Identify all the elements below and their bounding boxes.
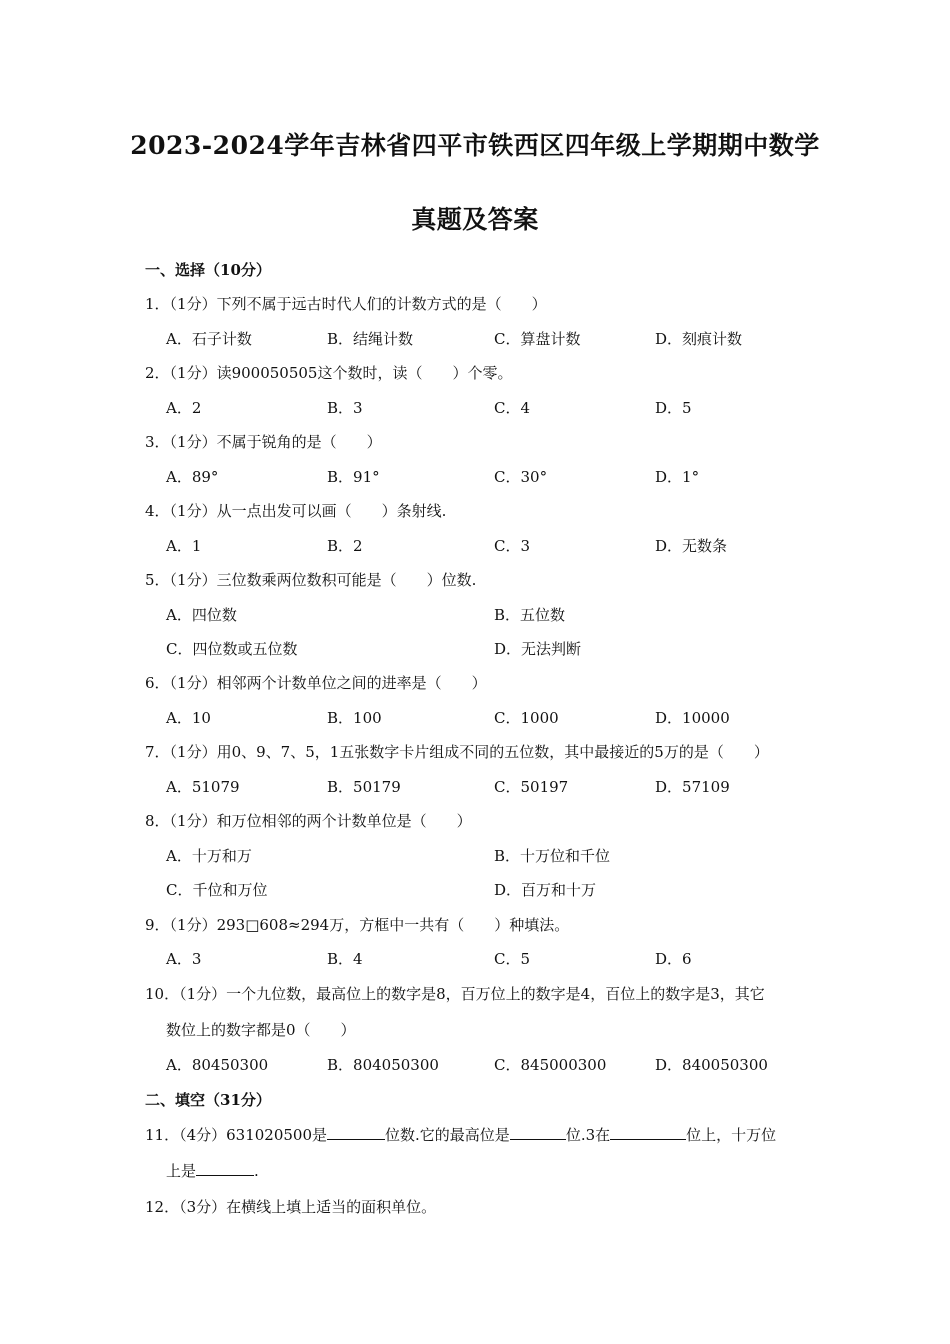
q11-text-4: 位上，十万位	[686, 1126, 777, 1144]
answer-blank[interactable]	[196, 1160, 254, 1176]
question-11	[145, 1124, 776, 1145]
q11-text-2: 位数.它的最高位是	[385, 1126, 510, 1144]
q7-option-c: C．50197	[494, 778, 569, 796]
section-heading-fill: 二、填空（31分）	[145, 1091, 271, 1109]
q8-option-a: A．十万和万	[166, 847, 252, 865]
q9-option-b: B．4	[327, 950, 363, 968]
q1-option-b: B．结绳计数	[327, 330, 414, 348]
q9-option-a: A．3	[166, 950, 202, 968]
question-11-continued	[166, 1160, 259, 1181]
question-8: 8．（1分）和万位相邻的两个计数单位是（ ）	[145, 812, 472, 830]
q10-option-c: C．845000300	[494, 1056, 607, 1074]
q3-option-a: A．89°	[166, 468, 219, 486]
q8-option-b: B．十万位和千位	[494, 847, 611, 865]
q6-option-d: D．10000	[655, 709, 730, 727]
answer-blank[interactable]	[327, 1124, 385, 1140]
q1-option-d: D．刻痕计数	[655, 330, 743, 348]
q5-option-a: A．四位数	[166, 606, 237, 624]
q6-option-c: C．1000	[494, 709, 559, 727]
question-3: 3．（1分）不属于锐角的是（ ）	[145, 433, 382, 451]
q10-option-b: B．804050300	[327, 1056, 439, 1074]
q2-option-b: B．3	[327, 399, 363, 417]
q9-option-d: D．6	[655, 950, 692, 968]
question-2: 2．（1分）读900050505这个数时，读（ ）个零。	[145, 364, 513, 382]
answer-blank[interactable]	[610, 1124, 686, 1140]
q4-option-d: D．无数条	[655, 537, 728, 555]
q4-option-c: C．3	[494, 537, 531, 555]
q3-option-b: B．91°	[327, 468, 380, 486]
q11-text-3: 位.3在	[565, 1126, 611, 1144]
q2-option-a: A．2	[166, 399, 202, 417]
q11-text-5: 上是	[166, 1162, 197, 1180]
q9-option-c: C．5	[494, 950, 531, 968]
q7-option-a: A．51079	[166, 778, 240, 796]
page-subtitle: 真题及答案	[411, 205, 539, 234]
question-9: 9．（1分）293□608≈294万，方框中一共有（ ）种填法。	[145, 916, 570, 934]
question-4: 4．（1分）从一点出发可以画（ ）条射线.	[145, 502, 447, 520]
page-title: 2023-2024学年吉林省四平市铁西区四年级上学期期中数学	[130, 131, 820, 160]
q6-option-a: A．10	[166, 709, 211, 727]
q8-option-c: C．千位和万位	[166, 881, 268, 899]
q1-option-a: A．石子计数	[166, 330, 252, 348]
q10-option-a: A．80450300	[166, 1056, 269, 1074]
q11-text-1: 11．（4分）631020500是	[145, 1126, 328, 1144]
q10-option-d: D．840050300	[655, 1056, 768, 1074]
question-5: 5．（1分）三位数乘两位数积可能是（ ）位数.	[145, 571, 477, 589]
q1-option-c: C．算盘计数	[494, 330, 581, 348]
q3-option-c: C．30°	[494, 468, 548, 486]
question-6: 6．（1分）相邻两个计数单位之间的进率是（ ）	[145, 674, 487, 692]
q3-option-d: D．1°	[655, 468, 700, 486]
section-heading-choice: 一、选择（10分）	[145, 261, 271, 279]
question-12: 12．（3分）在横线上填上适当的面积单位。	[145, 1198, 437, 1216]
q5-option-c: C．四位数或五位数	[166, 640, 298, 658]
q2-option-d: D．5	[655, 399, 692, 417]
answer-blank[interactable]	[510, 1124, 566, 1140]
question-7: 7．（1分）用0、9、7、5，1五张数字卡片组成不同的五位数，其中最接近的5万的是（ ）	[145, 743, 769, 761]
q2-option-c: C．4	[494, 399, 531, 417]
question-10-continued: 数位上的数字都是0（ ）	[166, 1021, 356, 1039]
q4-option-b: B．2	[327, 537, 363, 555]
question-10: 10．（1分）一个九位数，最高位上的数字是8，百万位上的数字是4，百位上的数字是3，其它	[145, 985, 765, 1003]
q11-text-6: .	[254, 1162, 259, 1180]
q6-option-b: B．100	[327, 709, 382, 727]
q4-option-a: A．1	[166, 537, 202, 555]
question-1: 1．（1分）下列不属于远古时代人们的计数方式的是（ ）	[145, 295, 547, 313]
q5-option-b: B．五位数	[494, 606, 566, 624]
q8-option-d: D．百万和十万	[494, 881, 597, 899]
q5-option-d: D．无法判断	[494, 640, 582, 658]
q7-option-d: D．57109	[655, 778, 730, 796]
q7-option-b: B．50179	[327, 778, 401, 796]
